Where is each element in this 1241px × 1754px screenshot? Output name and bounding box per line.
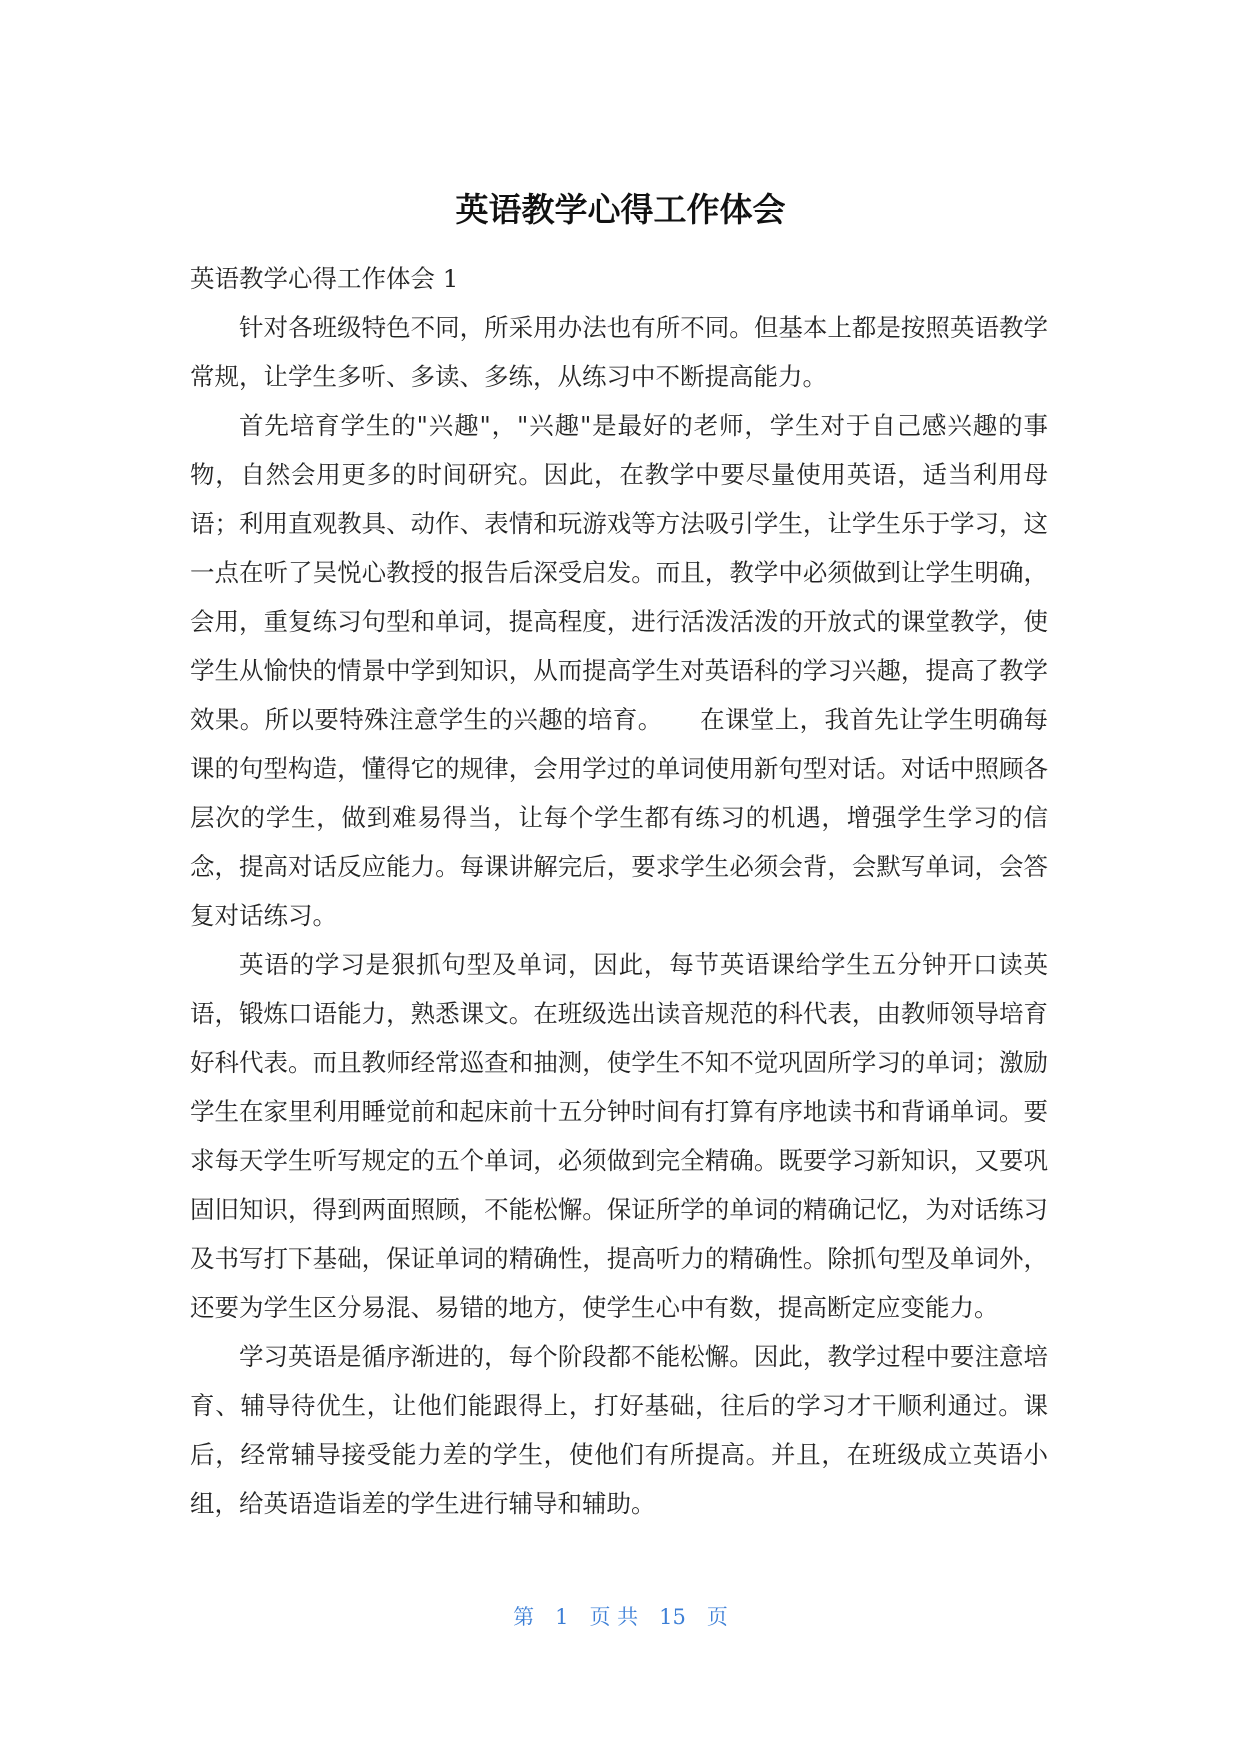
section-subheading: 英语教学心得工作体会 1: [190, 264, 459, 293]
document-body: [190, 254, 1048, 1528]
paragraph: 英语的学习是狠抓句型及单词，因此，每节英语课给学生五分钟开口读英语，锻炼口语能力，熟悉课文。在班级选出读音规范的科代表，由教师领导培育好科代表。而且教师经常巡查和抽测，使学生不知不觉巩固所学习的单词；激励学生在家里利用睡觉前和起床前十五分钟时间有打算有序地读书和背诵单词。要求每天学生听写规定的五个单词，必须做到完全精确。既要学习新知识，又要巩固旧知识，得到两面照顾，不能松懈。保证所学的单词的精确记忆，为对话练习及书写打下基础，保证单词的精确性，提高听力的精确性。除抓句型及单词外，还要为学生区分易混、易错的地方，使学生心中有数，提高断定应变能力。: [190, 950, 1048, 1322]
paragraph: 首先培育学生的"兴趣"，"兴趣"是最好的老师，学生对于自己感兴趣的事物，自然会用更多的时间研究。因此，在教学中要尽量使用英语，适当利用母语；利用直观教具、动作、表情和玩游戏等方法吸引学生，让学生乐于学习，这一点在听了吴悦心教授的报告后深受启发。而且，教学中必须做到让学生明确，会用，重复练习句型和单词，提高程度，进行活泼活泼的开放式的课堂教学，使学生从愉快的情景中学到知识，从而提高学生对英语科的学习兴趣，提高了教学效果。所以要特殊注意学生的兴趣的培育。 在课堂上，我首先让学生明确每课的句型构造，懂得它的规律，会用学过的单词使用新句型对话。对话中照顾各层次的学生，做到难易得当，让每个学生都有练习的机遇，增强学生学习的信念，提高对话反应能力。每课讲解完后，要求学生必须会背，会默写单词，会答复对话练习。: [190, 411, 1048, 930]
document-title: 英语教学心得工作体会: [455, 190, 786, 229]
paragraph: 学习英语是循序渐进的，每个阶段都不能松懈。因此，教学过程中要注意培育、辅导待优生，让他们能跟得上，打好基础，往后的学习才干顺利通过。课后，经常辅导接受能力差的学生，使他们有所提高。并且，在班级成立英语小组，给英语造诣差的学生进行辅导和辅助。: [190, 1342, 1048, 1518]
paragraph: 针对各班级特色不同，所采用办法也有所不同。但基本上都是按照英语教学常规，让学生多听、多读、多练，从练习中不断提高能力。: [190, 313, 1048, 391]
page-number-footer: 第 1 页 共 15 页: [513, 1605, 728, 1629]
